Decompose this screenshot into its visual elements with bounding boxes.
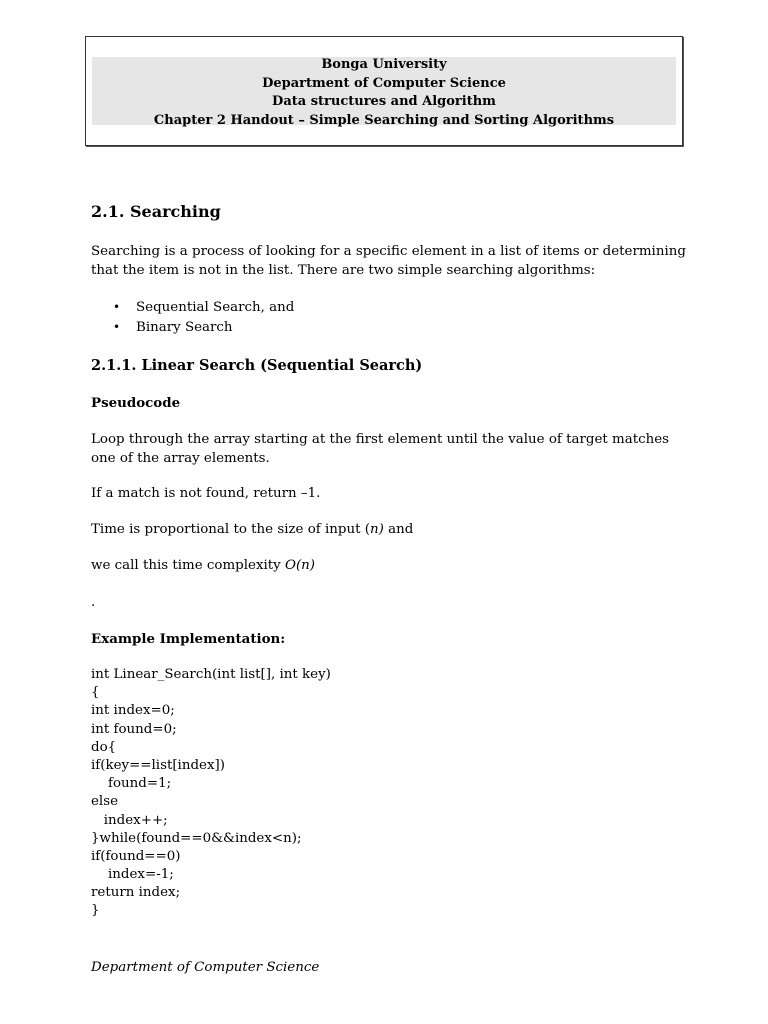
subsection-heading: 2.1.1. Linear Search (Sequential Search) (91, 357, 423, 374)
bullet-icon: • (113, 320, 121, 334)
example-label: Example Implementation: (91, 631, 286, 647)
code-line: return index; (91, 885, 181, 901)
university-name: Bonga University (321, 57, 447, 72)
code-block (91, 666, 331, 921)
code-line: int Linear_Search(int list[], int key) (91, 667, 331, 682)
header-title-block (86, 56, 682, 130)
code-line: if(key==list[index]) (91, 757, 225, 773)
bullet-icon: • (113, 300, 121, 314)
code-line: index++; (91, 812, 168, 828)
code-line: } (91, 903, 100, 919)
list-item: Sequential Search, and (136, 300, 295, 315)
chapter-title: Chapter 2 Handout – Simple Searching and Sorting Algorithms (153, 112, 615, 128)
complexity-text: we call this time complexity (91, 558, 285, 573)
code-line: found=1; (91, 776, 172, 792)
code-line: { (91, 685, 100, 701)
section-heading: 2.1. Searching (91, 202, 221, 221)
course-name: Data structures and Algorithm (272, 94, 496, 109)
code-line: int index=0; (91, 703, 175, 719)
time-text: Time is proportional to the size of input ( (91, 522, 370, 537)
stray-dot: . (91, 595, 96, 610)
time-variable: n) (369, 522, 384, 537)
code-line: do{ (91, 739, 117, 755)
code-line: index=-1; (91, 867, 174, 883)
handout-header (85, 36, 683, 146)
intro-paragraph: Searching is a process of looking for a specific element in a list of items or determining that the item is not in the list. There are two simple searching algorithms: (91, 244, 686, 278)
time-text-end: and (383, 522, 414, 537)
code-line: }while(found==0&&index<n); (91, 830, 302, 846)
code-line: int found=0; (91, 721, 177, 737)
page-footer: Department of Computer Science (91, 960, 320, 975)
department-name: Department of Computer Science (262, 75, 506, 91)
not-found-paragraph: If a match is not found, return –1. (91, 486, 321, 501)
list-item: Binary Search (136, 320, 233, 335)
complexity-notation: O(n) (284, 558, 316, 573)
code-line: else (91, 794, 119, 810)
complexity-paragraph (91, 557, 315, 575)
pseudocode-label: Pseudocode (91, 395, 181, 411)
code-line: if(found==0) (91, 848, 181, 864)
loop-paragraph: Loop through the array starting at the first element until the value of target matches one of the array elements. (91, 432, 670, 466)
time-paragraph (91, 521, 413, 539)
